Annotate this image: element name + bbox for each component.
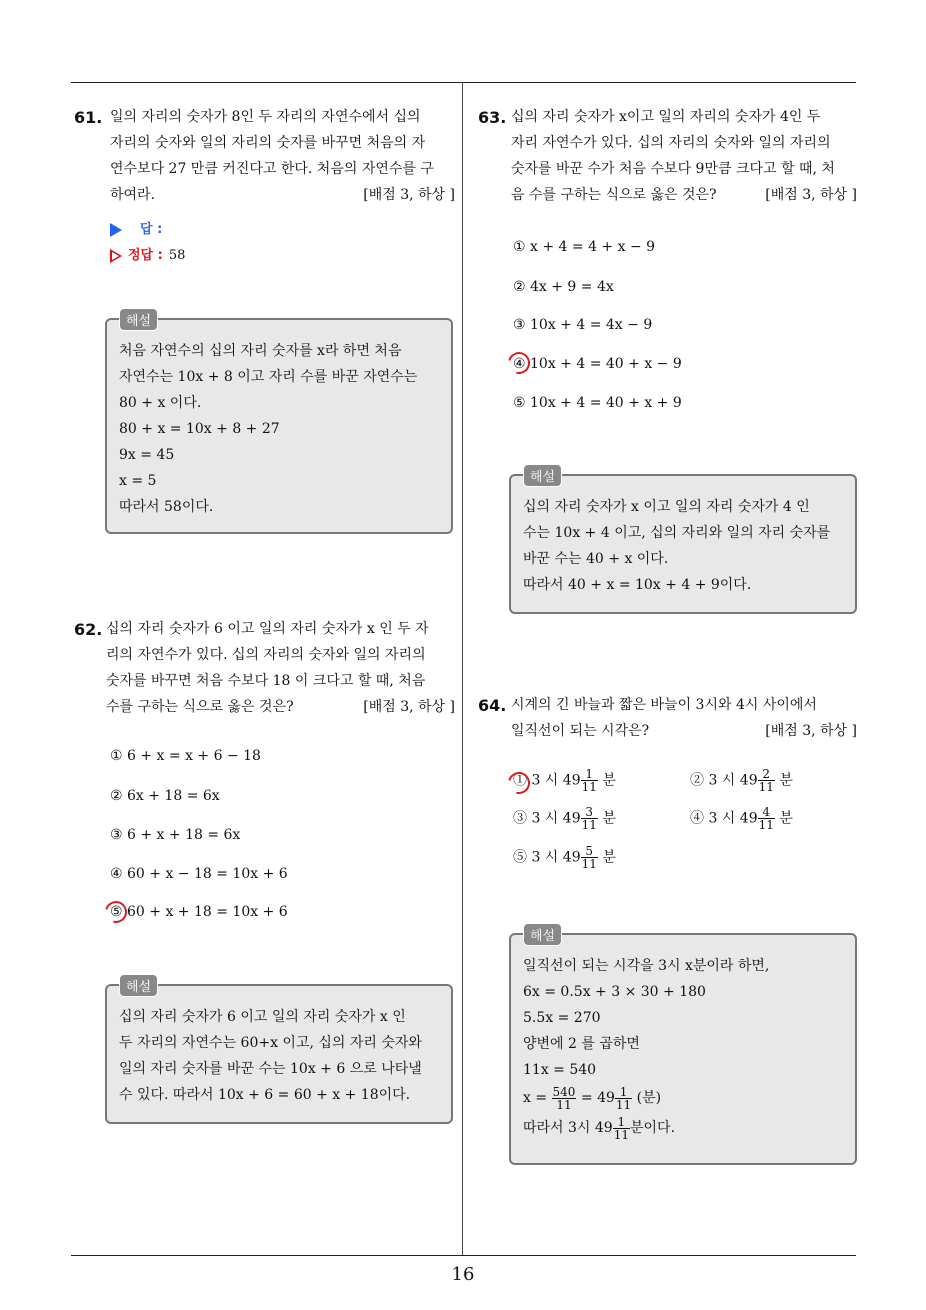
option-3[interactable]: ③ 6 + x + 18 = 6x: [110, 827, 241, 843]
text-line: 수를 구하는 식으로 옳은 것은? [배점 3, 하상 ]: [106, 694, 455, 720]
text-line: 하여라. [배점 3, 하상 ]: [110, 182, 455, 208]
outline-triangle-icon: [110, 249, 122, 263]
text-line: 리의 자연수가 있다. 십의 자리의 숫자와 일의 자리의: [106, 647, 426, 663]
fraction: $\frac{1}{11}$: [615, 1084, 632, 1112]
fraction: $\frac{1}{11}$: [581, 767, 597, 794]
explanation-line: 바꾼 수는 40 + x 이다.: [523, 551, 669, 567]
explanation-box: [105, 980, 453, 1124]
explanation-box: [105, 314, 453, 534]
question-number: 63.: [478, 108, 507, 127]
correct-label: 정답 :: [128, 248, 163, 263]
score-label: [배점 3, 하상 ]: [363, 699, 455, 715]
option-5[interactable]: ⑤ 10x + 4 = 40 + x + 9: [513, 395, 682, 411]
fraction: $\frac{540}{11}$: [552, 1084, 576, 1112]
text-line: 십의 자리 숫자가 6 이고 일의 자리 숫자가 x 인 두 자: [106, 621, 429, 637]
explanation-tag: 해설: [119, 308, 158, 331]
text-line: 음 수를 구하는 식으로 옳은 것은? [배점 3, 하상 ]: [511, 182, 857, 208]
correct-value: 58: [168, 248, 186, 263]
bottom-rule: [71, 1255, 856, 1256]
option-1[interactable]: ① 6 + x = x + 6 − 18: [110, 748, 261, 764]
explanation-line: 일직선이 되는 시각을 3시 x분이라 하면,: [523, 958, 770, 974]
top-rule: [71, 82, 856, 83]
answer-label: 답 :: [140, 222, 163, 237]
answer-row: [110, 218, 162, 237]
option-1[interactable]: ① 3 시 49 $\frac{1}{11}$ 분: [513, 767, 616, 794]
explanation-line: 따라서 3시 49 $\frac{1}{11}$ 분이다.: [523, 1114, 676, 1142]
text-line: 일직선이 되는 시각은? [배점 3, 하상 ]: [511, 718, 857, 744]
fraction: $\frac{1}{11}$: [613, 1114, 629, 1142]
column-divider: [462, 83, 463, 1256]
option-3[interactable]: ③ 3 시 49 $\frac{3}{11}$ 분: [513, 805, 616, 832]
text-line: 일의 자리의 숫자가 8인 두 자리의 자연수에서 십의: [110, 109, 421, 125]
text-line: 숫자를 바꾼 수가 처음 수보다 9만큼 크다고 할 때, 처: [511, 161, 835, 177]
explanation-line: 따라서 40 + x = 10x + 4 + 9이다.: [523, 577, 752, 593]
explanation-box: [509, 929, 857, 1165]
selected-answer-mark: [101, 897, 131, 927]
explanation-line: 십의 자리 숫자가 x 이고 일의 자리 숫자가 4 인: [523, 499, 810, 515]
question-number: 64.: [478, 696, 507, 715]
explanation-line: 처음 자연수의 십의 자리 숫자를 x라 하면 처음: [119, 343, 402, 359]
question-text: [110, 104, 455, 208]
explanation-line: 80 + x = 10x + 8 + 27: [119, 421, 280, 437]
fraction: $\frac{3}{11}$: [581, 805, 597, 832]
explanation-tag: 해설: [523, 923, 562, 946]
explanation-line: 80 + x 이다.: [119, 395, 202, 411]
explanation-line: x = 5: [119, 473, 157, 489]
page-number: 16: [451, 1264, 475, 1285]
text-line: 십의 자리 숫자가 x이고 일의 자리의 숫자가 4인 두: [511, 109, 821, 125]
explanation-line: 십의 자리 숫자가 6 이고 일의 자리 숫자가 x 인: [119, 1009, 406, 1025]
fraction: $\frac{5}{11}$: [581, 844, 597, 871]
selected-answer-mark: [504, 348, 534, 378]
explanation-line: 수 있다. 따라서 10x + 6 = 60 + x + 18이다.: [119, 1087, 411, 1103]
explanation-line: x = $\frac{540}{11}$ = 49 $\frac{1}{11}$ (분): [523, 1084, 662, 1112]
text-line: 시계의 긴 바늘과 짧은 바늘이 3시와 4시 사이에서: [511, 697, 817, 713]
option-2[interactable]: ② 4x + 9 = 4x: [513, 279, 614, 295]
fraction: $\frac{4}{11}$: [758, 805, 774, 832]
fraction: $\frac{2}{11}$: [758, 767, 774, 794]
explanation-line: 11x = 540: [523, 1062, 597, 1078]
option-4[interactable]: ④ 3 시 49 $\frac{4}{11}$ 분: [690, 805, 793, 832]
text-line: 숫자를 바꾸면 처음 수보다 18 이 크다고 할 때, 처음: [106, 673, 426, 689]
option-3[interactable]: ③ 10x + 4 = 4x − 9: [513, 317, 653, 333]
option-2[interactable]: ② 6x + 18 = 6x: [110, 788, 220, 804]
option-4[interactable]: ④ 60 + x − 18 = 10x + 6: [110, 866, 288, 882]
explanation-line: 수는 10x + 4 이고, 십의 자리와 일의 자리 숫자를: [523, 525, 831, 541]
question-text: [106, 616, 455, 720]
explanation-line: 자연수는 10x + 8 이고 자리 수를 바꾼 자연수는: [119, 369, 418, 385]
explanation-line: 두 자리의 자연수는 60+x 이고, 십의 자리 숫자와: [119, 1035, 422, 1051]
option-1[interactable]: ① x + 4 = 4 + x − 9: [513, 239, 656, 255]
text-line: 연수보다 27 만큼 커진다고 한다. 처음의 자연수를 구: [110, 161, 434, 177]
explanation-line: 양변에 2 를 곱하면: [523, 1036, 640, 1052]
option-4[interactable]: ④ 10x + 4 = 40 + x − 9: [513, 356, 682, 372]
option-5[interactable]: ⑤ 60 + x + 18 = 10x + 6: [110, 904, 288, 920]
explanation-tag: 해설: [119, 974, 158, 997]
play-icon: [110, 223, 122, 237]
text-line: 자리 자연수가 있다. 십의 자리의 숫자와 일의 자리의: [511, 135, 831, 151]
question-text: [511, 692, 857, 744]
explanation-line: 9x = 45: [119, 447, 175, 463]
explanation-line: 5.5x = 270: [523, 1010, 601, 1026]
question-number: 61.: [74, 108, 103, 127]
text-line: 자리의 숫자와 일의 자리의 숫자를 바꾸면 처음의 자: [110, 135, 426, 151]
option-2[interactable]: ② 3 시 49 $\frac{2}{11}$ 분: [690, 767, 793, 794]
explanation-tag: 해설: [523, 464, 562, 487]
explanation-line: 따라서 58이다.: [119, 499, 214, 515]
explanation-line: 6x = 0.5x + 3 × 30 + 180: [523, 984, 706, 1000]
question-number: 62.: [74, 620, 103, 639]
explanation-line: 일의 자리 숫자를 바꾼 수는 10x + 6 으로 나타낼: [119, 1061, 422, 1077]
option-5[interactable]: ⑤ 3 시 49 $\frac{5}{11}$ 분: [513, 844, 616, 871]
explanation-box: [509, 470, 857, 614]
question-text: [511, 104, 857, 208]
score-label: [배점 3, 하상 ]: [765, 187, 857, 203]
score-label: [배점 3, 하상 ]: [765, 723, 857, 739]
correct-answer-row: [110, 244, 185, 263]
score-label: [배점 3, 하상 ]: [363, 187, 455, 203]
